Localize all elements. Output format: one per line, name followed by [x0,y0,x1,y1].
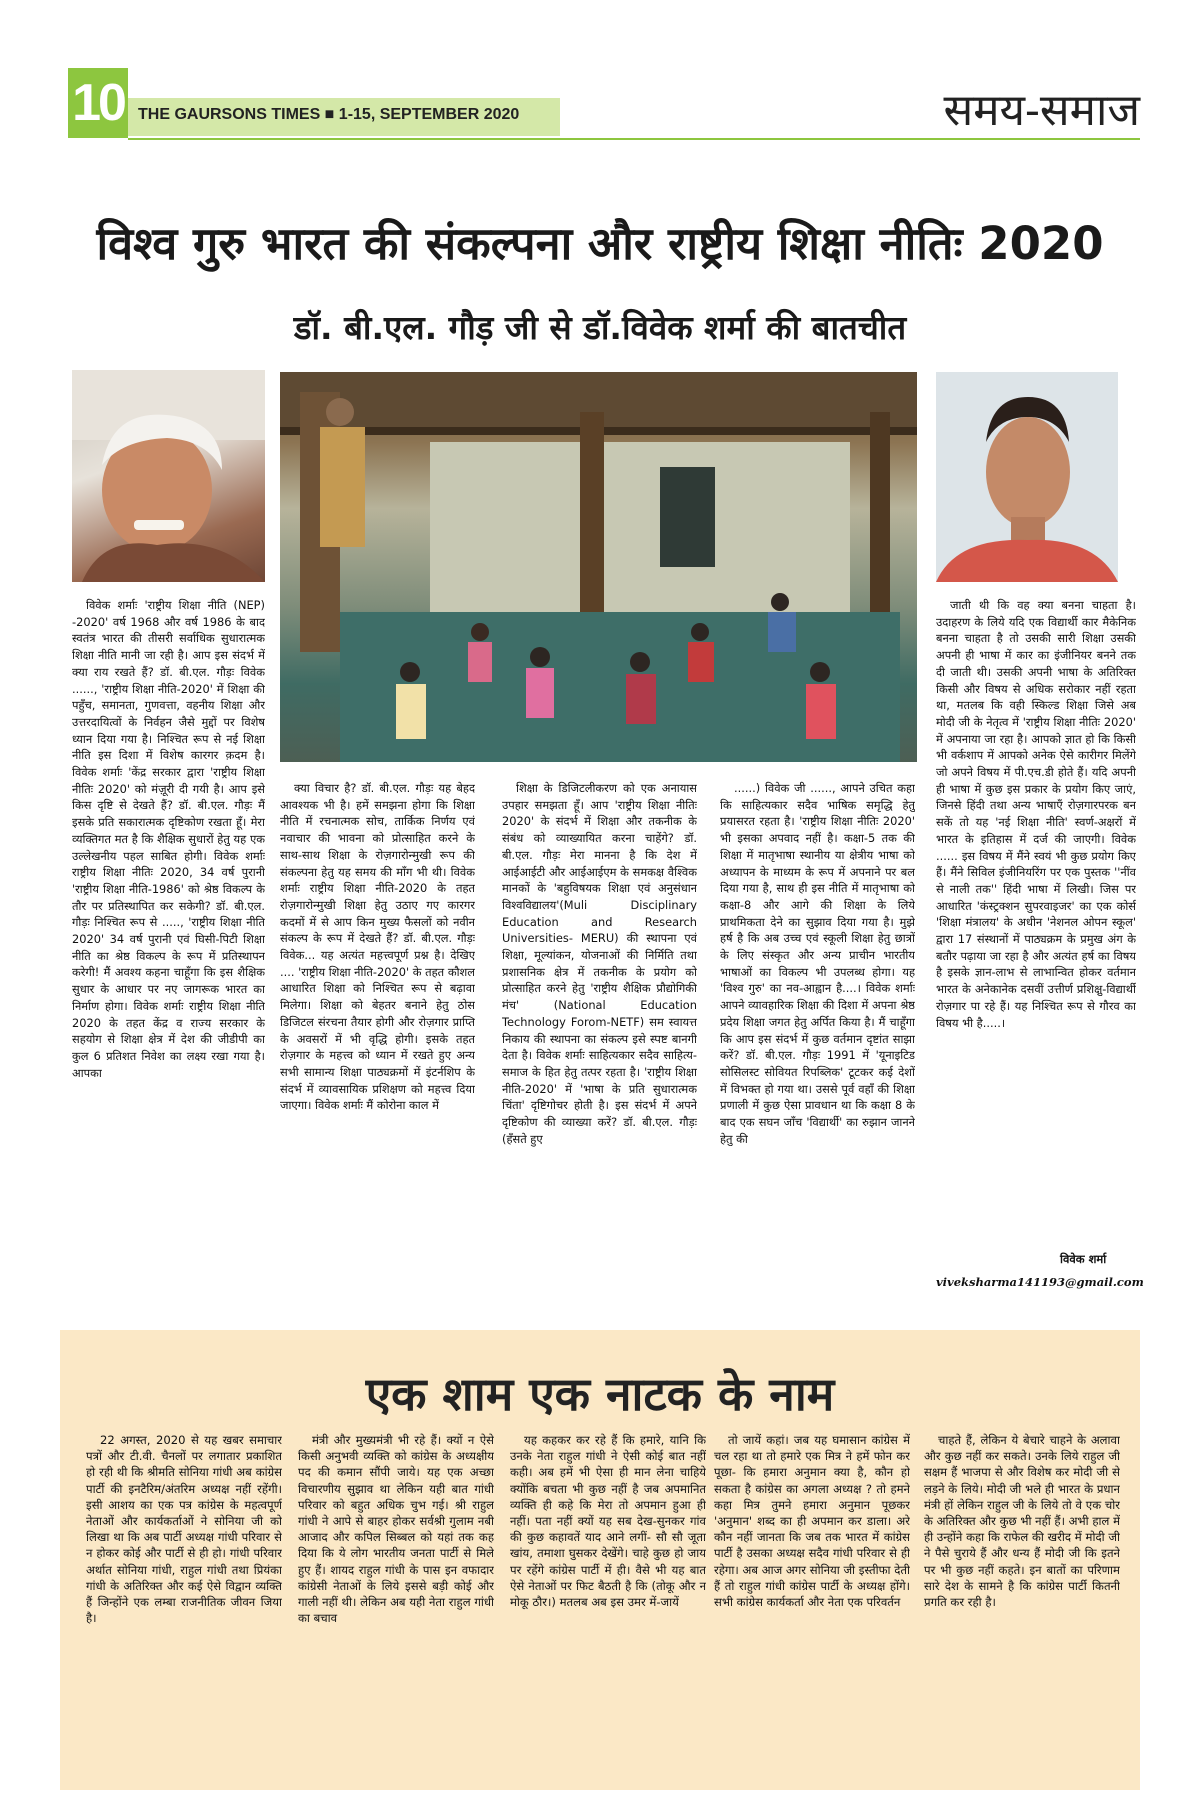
box-text: मंत्री और मुख्यमंत्री भी रहे हैं। क्यों न ऐसे किसी अनुभवी व्यक्ति को कांग्रेस के अध्यक्षीय पद की कमान सौंपी जाये। यह एक अच्छा विचारणीय सुझाव था लेकिन यही बात गांधी परिवार को बहुत अधिक चुभ गई। श्री राहुल गांधी ने आपे से बाहर होकर सर्वश्री गुलाम नबी आजाद और कपिल सिब्बल को यहां तक कह दिया कि ये लोग भारतीय जनता पार्टी से मिले हुए हैं। शायद राहुल गांधी के पास इन वफादार कांग्रेसी नेताओं के लिये इससे बड़ी कोई और गाली नहीं थी। लेकिन अब यही नेता राहुल गांधी का बचाव [298,1433,494,1626]
box-column-5 [924,1432,1120,1777]
photo-interviewer [936,372,1118,582]
box-text: चाहते हैं, लेकिन ये बेचारे चाहने के अलावा और कुछ नहीं कर सकते। उनके लिये राहुल जी सक्षम हैं भाजपा से और विशेष कर मोदी जी से लड़ने के लिये। मोदी जी भले ही भारत के प्रधान मंत्री हों लेकिन राहुल जी के लिये तो वे एक चोर के अतिरिक्त और कुछ भी नहीं हैं। अभी हाल में ही उन्होंने कहा कि राफेल की खरीद में मोदी जी ने पैसे चुराये हैं और धन्य हैं मोदी जी कि इतने पर भी कुछ नहीं कहते। इन बातों का परिणाम सारे देश के सामने है कि कांग्रेस पार्टी कितनी प्रगति कर रही है। [924,1433,1120,1610]
interview-column-1 [72,597,265,1317]
page-number: 10 [68,68,128,138]
portrait-elderly-man-image [72,370,265,582]
box-column-2 [298,1432,494,1777]
author-email: viveksharma141193@gmail.com [936,1275,1144,1289]
box-text: यह कहकर कर रहे हैं कि हमारे, यानि कि उनके नेता राहुल गांधी ने ऐसी कोई बात नहीं कही। अब हमें भी ऐसा ही मान लेना चाहिये क्योंकि बचता भी कुछ नहीं है जब अपमानित व्यक्ति ही कहे कि मेरा तो अपमान हुआ ही नहीं। पता नहीं क्यों यह सब देख-सुनकर गांव की कुछ कहावतें याद आने लगीं- सौ सौ जूता खांय, तमाशा घुसकर देखेंगे। चाहे कुछ हो जाय पर रहेंगे कांग्रेस पार्टी में ही। वैसे भी यह बात ऐसे नेताओं पर फिट बैठती है कि (तोकू और न मोकू ठौर।) मतलब अब इस उमर में-जायें [510,1433,706,1610]
box-column-3 [510,1432,706,1777]
box-story-headline: एक शाम एक नाटक के नाम [365,1367,835,1421]
box-column-1 [86,1432,282,1777]
interview-column-4 [720,780,915,1310]
photo-interviewee [72,370,265,582]
box-text: 22 अगस्त, 2020 से यह खबर समाचार पत्रों और टी.वी. चैनलों पर लगातार प्रकाशित हो रही थी कि श्रीमति सोनिया गांधी अब कांग्रेस पार्टी की इनटैरिम/अंतरिम अध्यक्ष नहीं रहेंगी। इसी आशय का एक पत्र कांग्रेस के महत्वपूर्ण नेताओं और कार्यकर्ताओं ने सोनिया जी को लिखा था कि अब पार्टी अध्यक्ष गांधी परिवार से न होकर कोई और पार्टी से ही हो। गांधी परिवार अर्थात सोनिया गांधी, राहुल गांधी तथा प्रियंका गांधी के अतिरिक्त और कई ऐसे विद्वान व्यक्ति हैं जिन्होंने एक लम्बा राजनीतिक जीवन जिया है। [86,1433,282,1626]
interview-text: जाती थी कि वह क्या बनना चाहता है। उदाहरण के लिये यदि एक विद्यार्थी कार मैकेनिक बनना चाहता है तो उसकी सारी शिक्षा उसकी अपनी ही भाषा में कार का इंजीनियर बनने तक दी जाती थी। उसकी अपनी भाषा के अतिरिक्त किसी और विषय से अधिक सरोकार नहीं रहता था, मतलब कि वही स्किल्ड शिक्षा जिसे अब मोदी जी के नेतृत्व में 'राष्ट्रीय शिक्षा नीतिः 2020' में अपनाया जा रहा है। आपको ज्ञात हो कि किसी भी वर्कशाप में आपको अनेक ऐसे कारीगर मिलेंगे जो अपने विषय में पी.एच.डी होते हैं। यदि अपनी ही भाषा में कुछ इस प्रकार के प्रयोग किए जाएं, जिनसे हिंदी तथा अन्य भाषाएँ रोज़गारपरक बन सकें तो यह 'नई शिक्षा नीति' स्वर्ण-अक्षरों में भारत के इतिहास में दर्ज की जाएगी। विवेक ...... इस विषय में मैंने स्वयं भी कुछ प्रयोग किए हैं। मैंने सिविल इंजीनियरिंग पर एक पुस्तक ''नींव से नाली तक'' हिंदी भाषा में लिखी। जिस पर आधारित 'कंस्ट्रक्शन सुपरवाइजर' का एक कोर्स 'शिक्षा मंत्रालय' के अधीन 'नेशनल ओपन स्कूल' द्वारा 17 संस्थानों में पाठ्यक्रम के प्रमुख अंग के बतौर पढ़ाया जा रहा है और अत्यंत हर्ष का विषय है इसके ज्ञान-लाभ से लाभान्वित होकर वर्तमान भारत के अनेकानेक दसवीं उत्तीर्ण प्रशिक्षु-विद्यार्थी रोज़गार पा रहे हैं। यह निश्चित रूप से गौरव का विषय भी है.....। [936,598,1136,1030]
village-classroom-image [280,372,917,762]
photo-classroom [280,372,917,762]
masthead-paper-date: THE GAURSONS TIMES ■ 1-15, SEPTEMBER 2020 [138,106,520,123]
section-title: समय-समाज [943,85,1140,136]
interview-text: क्या विचार है? डॉ. बी.एल. गौड़ः यह बेहद आवश्यक भी है। हमें समझना होगा कि शिक्षा नीति में रचनात्मक सोच, तार्किक निर्णय एवं नवाचार की भावना को प्रोत्साहित करने के साथ-साथ शिक्षा के रोज़गारोन्मुखी रूप की संकल्पना हेतु यह समय की माँग भी थी। विवेक शर्माः राष्ट्रीय शिक्षा नीति-2020 के तहत रोज़गारोन्मुखी शिक्षा हेतु उठाए गए कारगर कदमों में से आप किन मुख्य फैसलों को नवीन संकल्प के रूप में देखते हैं? डॉ. बी.एल. गौड़ः विवेक... यह अत्यंत महत्त्वपूर्ण प्रश्न है। देखिए .... 'राष्ट्रीय शिक्षा नीति-2020' के तहत कौशल आधारित शिक्षा को निश्चित रूप से बढ़ावा मिलेगा। शिक्षा को बेहतर बनाने हेतु ठोस डिजिटल संरचना तैयार होगी और रोज़गार प्राप्ति के अवसरों में भी वृद्धि होगी। इसके तहत रोज़गार के महत्त्व को ध्यान में रखते हुए अन्य सभी सामान्य शिक्षा पाठ्यक्रमों में इंटर्नशिप के संदर्भ में व्यावसायिक प्रशिक्षण को महत्त्व दिया जाएगा। विवेक शर्माः मैं कोरोना काल में [280,781,475,1113]
interview-text: ......) विवेक जी ......, आपने उचित कहा कि साहित्यकार सदैव भाषिक समृद्धि हेतु प्रयासरत रहता है। 'राष्ट्रीय शिक्षा नीतिः 2020' भी इसका अपवाद नहीं है। कक्षा-5 तक की शिक्षा में मातृभाषा स्थानीय या क्षेत्रीय भाषा को अध्यापन के माध्यम के रूप में अपनाने पर बल दिया गया है, साथ ही इस नीति में मातृभाषा को कक्षा-8 और आगे की शिक्षा के लिये प्राथमिकता देने का सुझाव दिया गया है। मुझे हर्ष है कि अब उच्च एवं स्कूली शिक्षा हेतु छात्रों के लिए संस्कृत और अन्य प्राचीन भारतीय भाषाओं का विकल्प भी उपलब्ध होगा। यह 'विश्व गुरु' का नव-आह्वान है....। विवेक शर्माः आपने व्यावहारिक शिक्षा की दिशा में अपना श्रेष्ठ प्रदेय शिक्षा जगत हेतु अर्पित किया है। मैं चाहूँगा कि आप इस संदर्भ में कुछ वर्तमान दृष्टांत साझा करें? डॉ. बी.एल. गौड़ः 1991 में 'यूनाइटिड सोसिलस्ट सोवियत रिपब्लिक' टूटकर कई देशों में विभक्त हो गया था। उससे पूर्व वहाँ की शिक्षा प्रणाली में कुछ ऐसा प्रावधान था कि कक्षा 8 के बाद एक सघन जाँच 'विद्यार्थी' का रुझान जानने हेतु की [720,781,915,1146]
interview-column-5 [936,597,1136,1257]
box-text: तो जायें कहां। जब यह घमासान कांग्रेस में चल रहा था तो हमारे एक मित्र ने हमें फोन कर पूछा- कि हमारा अनुमान क्या है, कौन हो सकता है कांग्रेस का अगला अध्यक्ष ? तो हमने कहा मित्र तुमने हमारा अनुमान पूछकर 'अनुमान' शब्द का ही अपमान कर डाला। अरे कौन नहीं जानता कि जब तक भारत में कांग्रेस पार्टी है उसका अध्यक्ष सदैव गांधी परिवार से ही रहेगा। अब आज अगर सोनिया जी इस्तीफा देती हैं तो राहुल गांधी कांग्रेस पार्टी के अध्यक्ष होंगे। सभी कांग्रेस कार्यकर्ता और नेता एक परिवर्तन [714,1433,910,1610]
box-column-4 [714,1432,910,1777]
article-subheadline: डॉ. बी.एल. गौड़ जी से डॉ.विवेक शर्मा की बातचीत [293,308,907,347]
interview-text: शिक्षा के डिजिटलीकरण को एक अनायास उपहार समझता हूँ। आप 'राष्ट्रीय शिक्षा नीतिः 2020' के संदर्भ में शिक्षा और तकनीक के संबंध को व्याख्यायित करना चाहेंगे? डॉ. बी.एल. गौड़ः मेरा मानना है कि देश में आईआईटी और आईआईएम के समकक्ष वैश्विक मानकों के 'बहुविषयक शिक्षा एवं अनुसंधान विश्वविद्यालय'(Muli Disciplinary Education and Research Universities- MERU) की स्थापना एवं शिक्षा, मूल्यांकन, योजनाओं की निर्मिति तथा प्रशासनिक क्षेत्र में तकनीक के प्रयोग को प्रोत्साहित करने हेतु 'राष्ट्रीय शैक्षिक प्रौद्योगिकी मंच' (National Education Technology Forom-NETF) सम स्वायत्त निकाय की स्थापना का संकल्प इसे स्पष्ट बानगी देता है। विवेक शर्माः साहित्यकार सदैव साहित्य-समाज के हित हेतु तत्पर रहता है। 'राष्ट्रीय शिक्षा नीति-2020' में 'भाषा के प्रति सुधारात्मक चिंता' दृष्टिगोचर होती है। इस संदर्भ में अपने दृष्टिकोण की व्याख्या करें? डॉ. बी.एल. गौड़ः (हँसते हुए [502,781,697,1146]
portrait-young-man-image [936,372,1118,582]
article-headline: विश्व गुरु भारत की संकल्पना और राष्ट्रीय शिक्षा नीतिः 2020 [96,217,1104,270]
author-signature: विवेक शर्मा [1060,1252,1107,1266]
interview-text: विवेक शर्माः 'राष्ट्रीय शिक्षा नीति (NEP) -2020' वर्ष 1968 और वर्ष 1986 के बाद स्वतंत्र भारत की तीसरी सर्वाधिक सुधारात्मक शिक्षा नीति मानी जा रही है। आप इस संदर्भ में क्या राय रखते हैं? डॉ. बी.एल. गौड़ः विवेक ......, 'राष्ट्रीय शिक्षा नीति-2020' में शिक्षा की पहुँच, समानता, गुणवत्ता, वहनीय शिक्षा और उत्तरदायित्वों के निर्वहन जैसे मुद्दों पर विशेष ध्यान दिया गया है। निश्चित रूप से नई शिक्षा नीति इस दिशा में विशेष कारगर क़दम है। विवेक शर्माः 'केंद्र सरकार द्वारा 'राष्ट्रीय शिक्षा नीतिः 2020' को मंज़ूरी दी गयी है। आप इसे किस दृष्टि से देखते हैं? डॉ. बी.एल. गौड़ः मैं इसके प्रति सकारात्मक दृष्टिकोण रखता हूँ। मेरा व्यक्तिगत मत है कि शैक्षिक सुधारों हेतु यह एक उल्लेखनीय पहल साबित होगी। विवेक शर्माः राष्ट्रीय शिक्षा नीतिः 2020, 34 वर्ष पुरानी 'राष्ट्रीय शिक्षा नीति-1986' को श्रेष्ठ विकल्प के तौर पर प्रतिस्थापित कर सकेगी? डॉ. बी.एल. गौड़ः निश्चित रूप से ....., 'राष्ट्रीय शिक्षा नीति 2020' 34 वर्ष पुरानी एवं घिसी-पिटी शिक्षा नीति का श्रेष्ठ विकल्प के रूप में प्रतिस्थापन करेगी! मैं अवश्य कहना चाहूँगा कि इस शैक्षिक सुधार के आधार पर नए जागरूक भारत का निर्माण होगा। विवेक शर्माः राष्ट्रीय शिक्षा नीति 2020 के तहत केंद्र व राज्य सरकार के सहयोग से शिक्षा क्षेत्र में देश की जीडीपी का कुल 6 प्रतिशत निवेश का लक्ष्य रखा गया है। आपका [72,598,265,1080]
masthead-rule [128,138,1140,140]
interview-column-3 [502,780,697,1310]
interview-column-2 [280,780,475,1310]
